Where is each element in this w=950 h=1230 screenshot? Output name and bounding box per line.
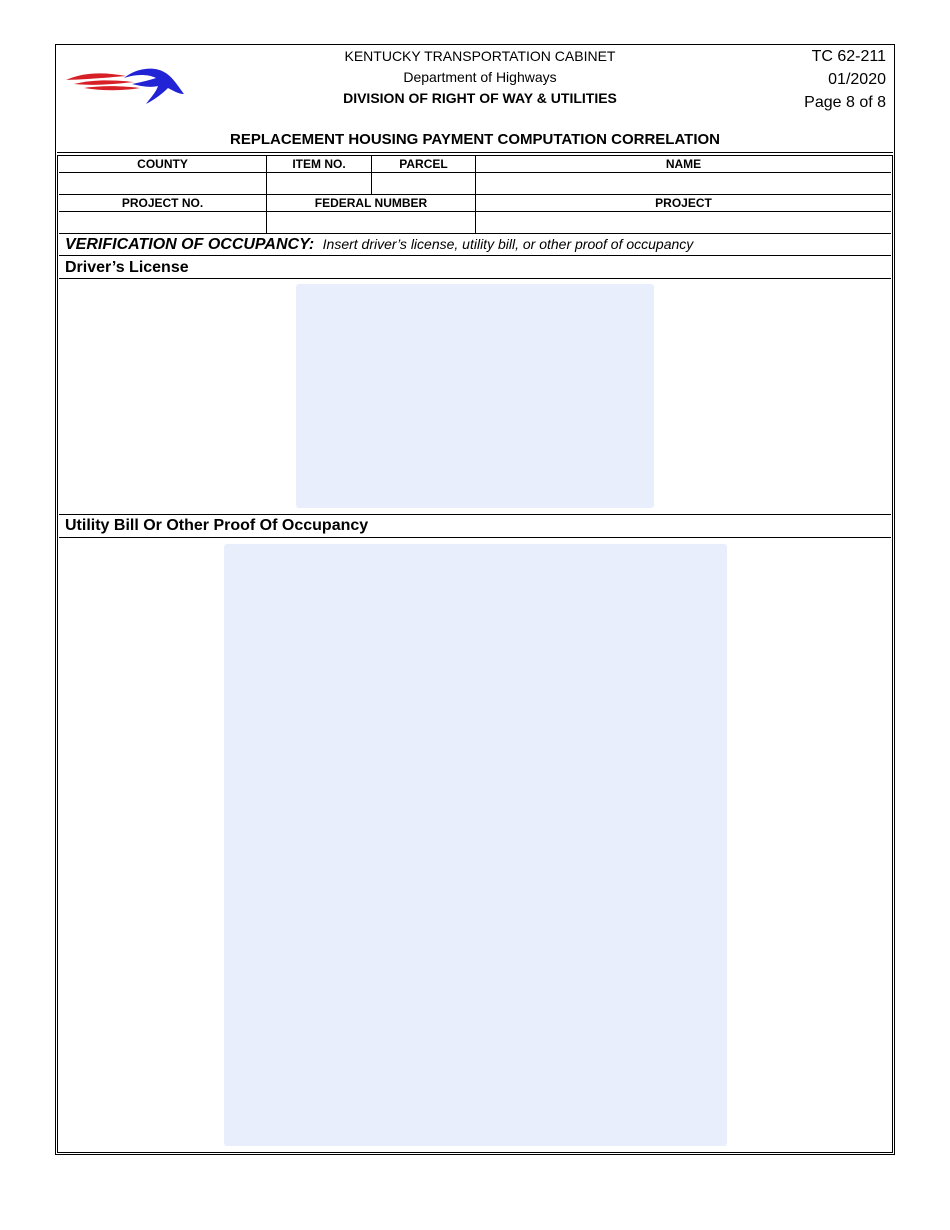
verification-row <box>65 236 693 254</box>
form-title: REPLACEMENT HOUSING PAYMENT COMPUTATION CORRELATION <box>229 131 720 148</box>
drivers-license-divider <box>59 278 891 279</box>
utility-bill-upload-area[interactable] <box>224 544 727 1146</box>
federal-number-field[interactable] <box>267 212 475 233</box>
utility-bill-heading: Utility Bill Or Other Proof Of Occupancy <box>65 517 369 534</box>
drivers-license-heading: Driver’s License <box>65 259 189 276</box>
verification-divider <box>59 255 891 256</box>
item-no-label: ITEM NO. <box>292 157 346 171</box>
form-number: TC 62-211 <box>811 48 886 65</box>
row2-bottom-divider <box>59 233 891 234</box>
verification-instruction: Insert driver’s license, utility bill, or other proof of occupancy <box>322 236 694 252</box>
agency-name: KENTUCKY TRANSPORTATION CABINET <box>344 48 616 64</box>
division-name: DIVISION OF RIGHT OF WAY & UTILITIES <box>343 90 617 106</box>
project-label: PROJECT <box>655 196 712 210</box>
item-no-field[interactable] <box>267 173 371 194</box>
verification-heading: VERIFICATION OF OCCUPANCY: <box>65 236 315 253</box>
revision-date: 01/2020 <box>828 71 886 88</box>
parcel-field[interactable] <box>372 173 475 194</box>
page-number: Page 8 of 8 <box>804 94 886 111</box>
project-no-field[interactable] <box>59 212 266 233</box>
department-name: Department of Highways <box>403 69 557 85</box>
drivers-license-upload-area[interactable] <box>296 284 654 508</box>
parcel-label: PARCEL <box>399 157 448 171</box>
project-no-label: PROJECT NO. <box>121 196 204 210</box>
drivers-license-bottom-divider <box>59 514 891 515</box>
kytc-logo-icon <box>64 64 188 106</box>
federal-number-label: FEDERAL NUMBER <box>314 196 428 210</box>
title-divider <box>57 152 893 153</box>
county-field[interactable] <box>59 173 266 194</box>
county-label: COUNTY <box>137 157 188 171</box>
project-field[interactable] <box>476 212 891 233</box>
name-label: NAME <box>665 157 702 171</box>
utility-bill-divider <box>59 537 891 538</box>
name-field[interactable] <box>476 173 891 194</box>
